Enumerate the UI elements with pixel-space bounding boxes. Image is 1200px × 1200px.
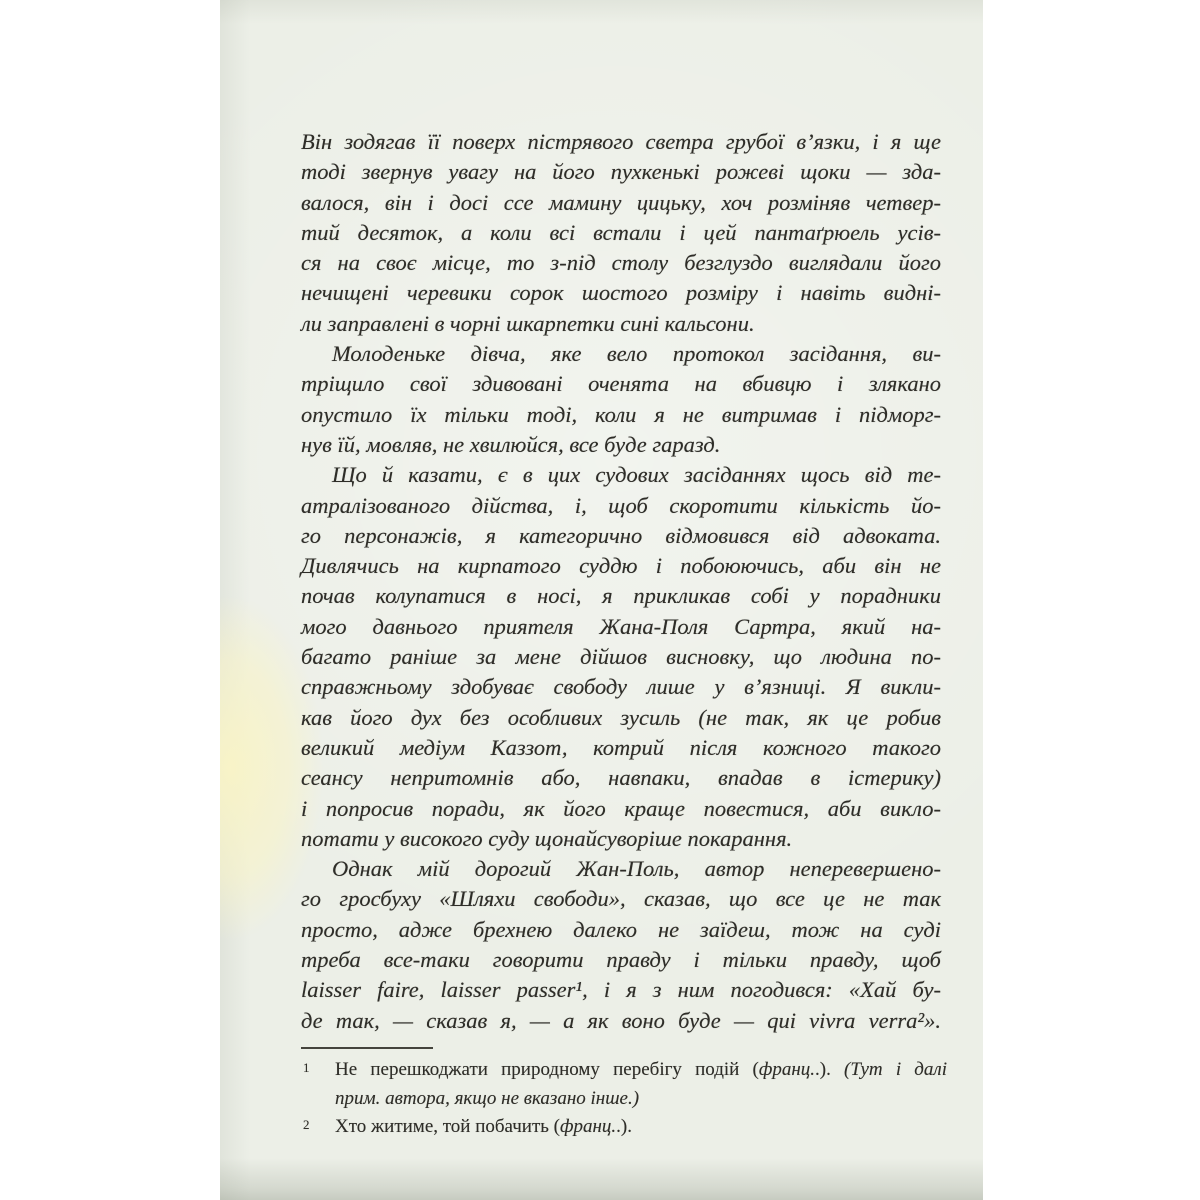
body-line-p3: почав колупатися в носі, я прикликав собі у порадники [301,583,941,609]
body-line-p3: і попросив поради, як його краще повестися, аби викло- [301,795,941,821]
footnote-text: франц. [758,1059,816,1080]
body-line-p3: мого давнього приятеля Жана-Поля Сартра, який на- [301,613,941,639]
footnote-marker: 2 [303,1117,310,1132]
body-line-p1: нечищені черевики сорок шостого розміру і навіть видні- [301,280,941,306]
body-line-p4: треба все-таки говорити правду і тільки правду, щоб [301,947,941,973]
body-line-p1: валося, він і досі ссе мамину цицьку, хоч розміняв четвер- [301,189,941,215]
body-line-p3: атралізованого дійства, і, щоб скоротити кількість йо- [301,492,941,518]
footnote-separator [301,1047,433,1049]
body-line-p1: ся на своє місце, то з-під столу безглуздо виглядали його [301,250,941,276]
body-line-p3: багато раніше за мене дійшов висновку, що людина по- [301,644,941,670]
body-line-p3: потати у високого суду щонайсуворіше покарання. [301,825,793,851]
body-line-p4: просто, адже брехнею далеко не заїдеш, тож на суді [301,916,941,942]
body-line-p3: го персонажів, я категорично відмовився від адвоката. [301,522,941,548]
body-line-p3: Що й казати, є в цих судових засіданнях щось від те- [332,462,941,488]
footnote-2 [301,1113,947,1142]
body-line-p2: нув їй, мовляв, не хвилюйся, все буде гаразд. [301,431,721,457]
body-line-p3: справжньому здобуває свободу лише у в’язниці. Я викли- [301,674,941,700]
footnote-text: .). [815,1059,845,1080]
body-line-p3: Дивлячись на кирпатого суддю і побоюючись, аби він не [301,553,941,579]
body-line-p2: тріщило свої здивовані оченята на вбивцю і злякано [301,371,941,397]
footnote-text: .). [616,1116,632,1137]
footnote-line [335,1085,947,1114]
footnote-text: франц. [560,1116,617,1137]
body-text [301,127,941,1036]
body-line-p4: го гросбуху «Шляхи свободи», сказав, що все це не так [301,886,941,912]
body-line-p1: тоді звернув увагу на його пухкенькі рожеві щоки — зда- [301,159,941,185]
body-line-p2: опустило їх тільки тоді, коли я не витримав і підморг- [301,401,941,427]
body-line-p3: великий медіум Каззот, котрий після кожного такого [301,734,941,760]
book-page [220,0,983,1200]
body-line-p1: ли заправлені в чорні шкарпетки сині кальсони. [301,310,755,336]
footnote-line [335,1056,947,1085]
footnote-text: (Тут і далі [844,1059,947,1080]
body-line-p4: де так, — сказав я, — а як воно буде — qui vivra verra²». [301,1007,941,1033]
body-line-p3: сеансу непритомнів або, навпаки, впадав в істерику) [301,765,941,791]
footnote-text: Хто житиме, той побачить ( [335,1116,560,1137]
body-line-p1: Він зодягав її поверх пістрявого светра грубої в’язки, і я ще [301,129,941,154]
footnote-1 [301,1056,947,1113]
body-line-p4: Однак мій дорогий Жан-Поль, автор неперевершено- [332,856,941,882]
footnote-text: прим. автора, якщо не вказано інше.) [335,1087,640,1109]
footnotes [301,1056,947,1142]
body-line-p1: тий десяток, а коли всі встали і цей пантаґрюель усів- [301,219,941,245]
body-line-p3: кав його дух без особливих зусиль (не так, як це робив [301,704,941,730]
body-line-p4: laisser faire, laisser passer¹, і я з ним погодився: «Хай бу- [301,977,941,1003]
footnote-marker: 1 [303,1060,310,1075]
footnote-text: Не перешкоджати природному перебігу подій ( [335,1059,759,1080]
body-line-p2: Молоденьке дівча, яке вело протокол засідання, ви- [332,341,941,367]
footnote-line [335,1113,947,1142]
